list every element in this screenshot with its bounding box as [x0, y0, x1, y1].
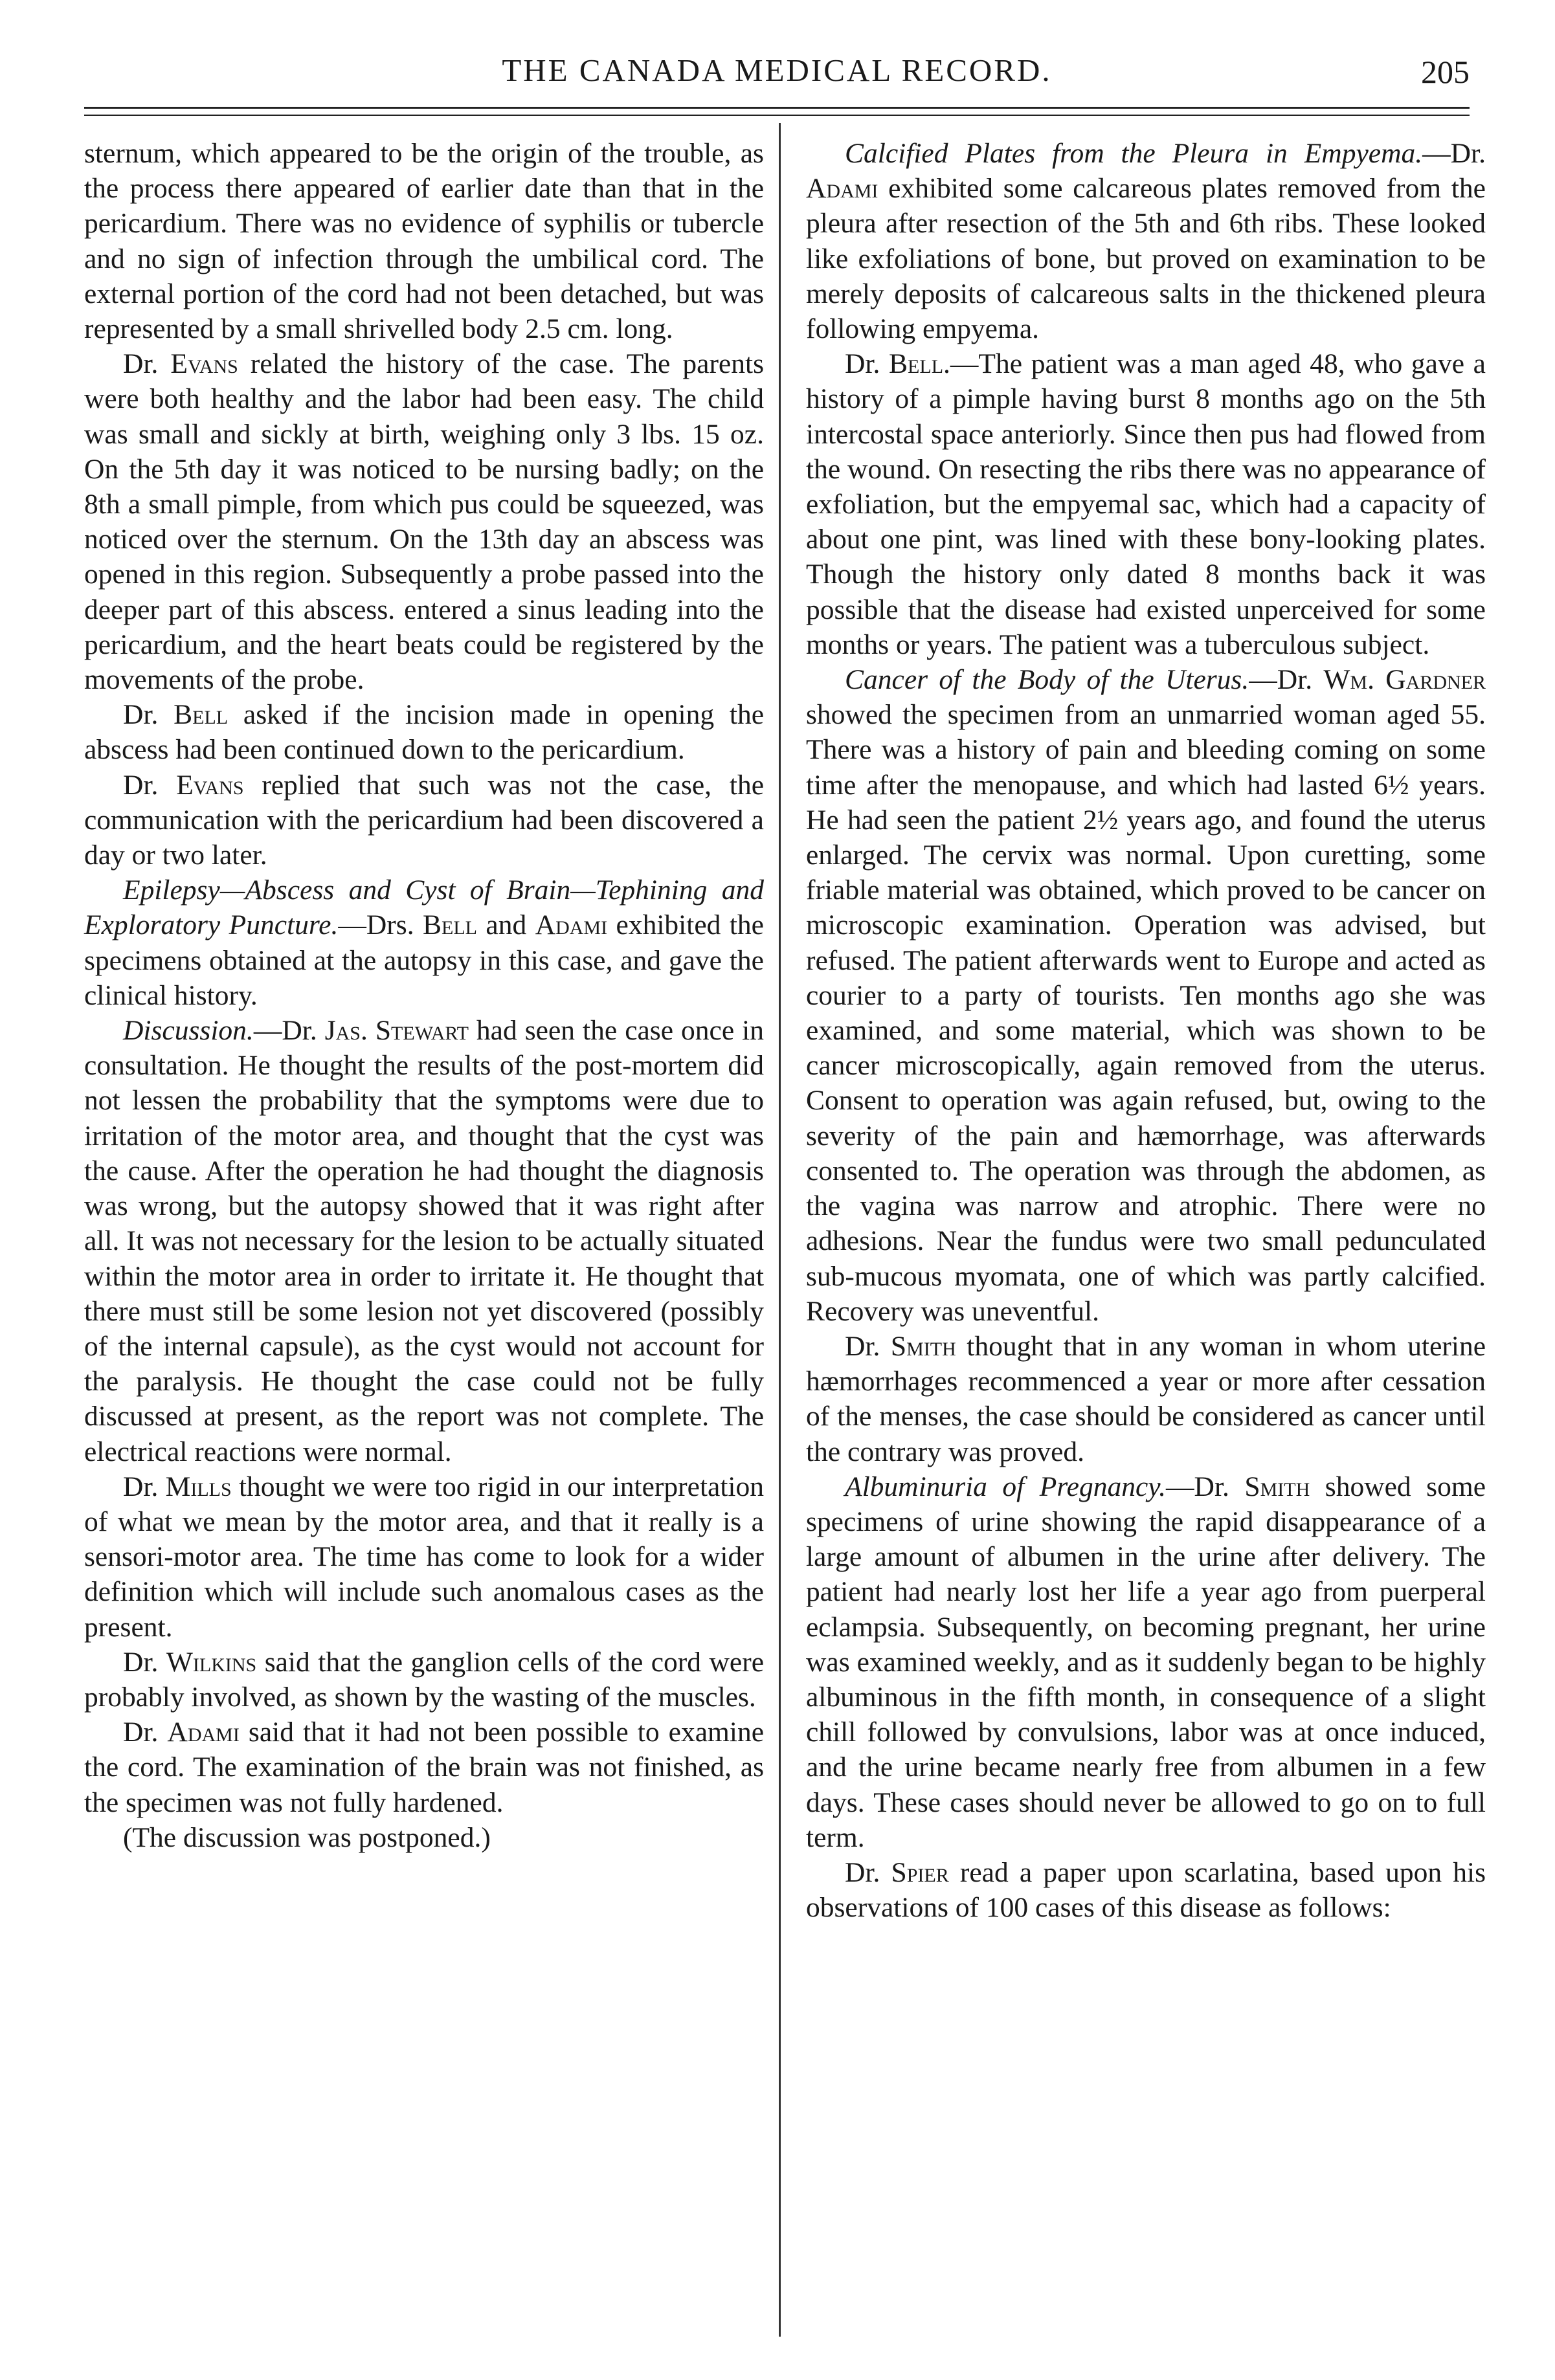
- paragraph: Dr. Spier read a paper upon scarlatina, based upon his observations of 100 cases of this disease as follows:: [806, 1856, 1486, 1924]
- header-rule-top: [84, 107, 1470, 109]
- paragraph: (The discussion was postponed.): [123, 1821, 491, 1853]
- paragraph: Calcified Plates from the Pleura in Empyema.—Dr. Adami exhibited some calcareous plates removed from the pleura after resection of the 5th and 6th ribs. These looked like exfoliations of bone, but proved on examination to be merely deposits of calcareous salts in the thickened pleura following empyema.: [806, 138, 1486, 345]
- paragraph: Dr. Wilkins said that the ganglion cells of the cord were probably involved, as shown by the wasting of the muscles.: [84, 1646, 764, 1713]
- paragraph: Dr. Bell asked if the incision made in opening the abscess had been continued down to the pericardium.: [84, 699, 765, 766]
- speaker-name: Evans: [170, 348, 238, 380]
- speaker-name: Spier: [891, 1856, 949, 1888]
- paragraph: Discussion.—Dr. Jas. Stewart had seen the case once in consultation. He thought the results of the post-mortem did not lessen the probability that the symptoms were due to irritation of the motor area, and thought that the cyst was the cause. After the operation he had thought the diagnosis was wrong, but the autopsy showed that it was right after all. It was not necessary for the lesion to be actually situated within the motor area in order to irritate it. He thought that there must still be some lesion not yet discovered (possibly of the internal capsule), as the cyst would not account for the paralysis. He thought the case could not be fully discussed at present, as the report was not complete. The electrical reactions were normal.: [84, 1015, 765, 1467]
- column-divider: [779, 123, 781, 2337]
- paragraph: Dr. Evans related the history of the case. The parents were both healthy and the labor had been easy. The child was small and sickly at birth, weighing only 3 lbs. 15 oz. On the 5th day it was noticed to be nursing badly; on the 8th a small pimple, from which pus could be squeezed, was noticed over the sternum. On the 13th day an abscess was opened in this region. Subsequently a probe passed into the deeper part of this abscess. entered a sinus leading into the pericardium, and the heart beats could be registered by the movements of the probe.: [84, 348, 765, 696]
- speaker-name: Adami: [806, 173, 878, 205]
- speaker-name: Adami: [535, 909, 608, 941]
- paragraph: Epilepsy—Abscess and Cyst of Brain—Tephining and Exploratory Puncture.—Drs. Bell and Adami exhibited the specimens obtained at the autopsy in this case, and gave the clinical history.: [84, 874, 764, 1011]
- paragraph: Albuminuria of Pregnancy.—Dr. Smith showed some specimens of urine showing the rapid disappearance of a large amount of albumen in the urine after delivery. The patient had nearly lost her life a year ago from puerperal eclampsia. Subsequently, on becoming pregnant, her urine was examined weekly, and as it suddenly began to be highly albuminous in the fifth month, in consequence of a slight chill followed by convulsions, labor was at once induced, and the urine became nearly free from albumen in a few days. These cases should never be allowed to go on to full term.: [806, 1471, 1486, 1853]
- section-heading: Albuminuria of Pregnancy.: [845, 1471, 1167, 1502]
- speaker-name: Evans: [176, 769, 244, 801]
- paragraph: Dr. Evans replied that such was not the case, the communication with the pericardium had been discovered a day or two later.: [84, 769, 765, 871]
- paragraph: sternum, which appeared to be the origin of the trouble, as the process there appeared of earlier date than that in the pericardium. There was no evidence of syphilis or tubercle and no sign of infection through the umbilical cord. The external portion of the cord had not been detached, but was represented by a small shrivelled body 2.5 cm. long.: [84, 138, 764, 345]
- right-column: [806, 136, 1486, 1925]
- speaker-name: Wilkins: [166, 1646, 257, 1678]
- section-heading: Calcified Plates from the Pleura in Empyema.: [845, 138, 1423, 169]
- paragraph: Cancer of the Body of the Uterus.—Dr. Wm. Gardner showed the specimen from an unmarried woman aged 55. There was a history of pain and bleeding coming on some time after the menopause, and which had lasted 6½ years. He had seen the patient 2½ years ago, and found the uterus enlarged. The cervix was normal. Upon curetting, some friable material was obtained, which proved to be cancer on microscopic examination. Operation was advised, but refused. The patient afterwards went to Europe and acted as courier to a party of tourists. Ten months ago she was examined, and some material, which was shown to be cancer microscopically, again removed from the uterus. Consent to operation was again refused, but, owing to the severity of the pain and hæmorrhage, was afterwards consented to. The operation was through the abdomen, as the vagina was narrow and atrophic. There were no adhesions. Near the fundus were two small pedunculated sub-mucous myomata, one of which was partly calcified. Recovery was uneventful.: [806, 664, 1486, 1327]
- running-title: THE CANADA MEDICAL RECORD.: [502, 52, 1052, 88]
- paragraph: Dr. Smith thought that in any woman in whom uterine hæmorrhages recommenced a year or more after cessation of the menses, the case should be considered as cancer until the contrary was proved.: [806, 1330, 1486, 1467]
- speaker-name: Wm. Gardner: [1323, 664, 1486, 696]
- speaker-name: Jas. Stewart: [324, 1015, 469, 1047]
- section-heading: Cancer of the Body of the Uterus.: [845, 664, 1249, 696]
- section-heading: Epilepsy—Abscess and Cyst of Brain—Tephining and Exploratory Puncture.: [84, 874, 764, 941]
- paragraph: Dr. Adami said that it had not been possible to examine the cord. The examination of the brain was not finished, as the specimen was not fully hardened.: [84, 1717, 764, 1818]
- speaker-name: Smith: [890, 1330, 956, 1362]
- page-header: [84, 45, 1470, 97]
- speaker-name: Mills: [165, 1471, 232, 1502]
- section-heading: Discussion.: [123, 1015, 254, 1047]
- page-number: 205: [1421, 54, 1470, 90]
- speaker-name: Smith: [1244, 1471, 1310, 1502]
- header-rule-bottom: [84, 115, 1470, 116]
- paragraph: Dr. Bell.—The patient was a man aged 48, who gave a history of a pimple having burst 8 months ago on the 5th intercostal space anteriorly. Since then pus had flowed from the wound. On resecting the ribs there was no appearance of exfoliation, but the empyemal sac, which had a capacity of about one pint, was lined with these bony-looking plates. Though the history only dated 8 months back it was possible that the disease had existed unperceived for some months or years. The patient was a tuberculous subject.: [806, 348, 1486, 660]
- speaker-name: Adami: [167, 1717, 240, 1748]
- paragraph: Dr. Mills thought we were too rigid in our interpretation of what we mean by the motor area, and that it really is a sensori-motor area. The time has come to look for a wider definition which will include such anomalous cases as the present.: [84, 1471, 765, 1643]
- left-column: [84, 136, 764, 1855]
- speaker-name: Bell: [423, 909, 477, 941]
- speaker-name: Bell: [173, 699, 229, 731]
- speaker-name: Bell: [889, 348, 944, 380]
